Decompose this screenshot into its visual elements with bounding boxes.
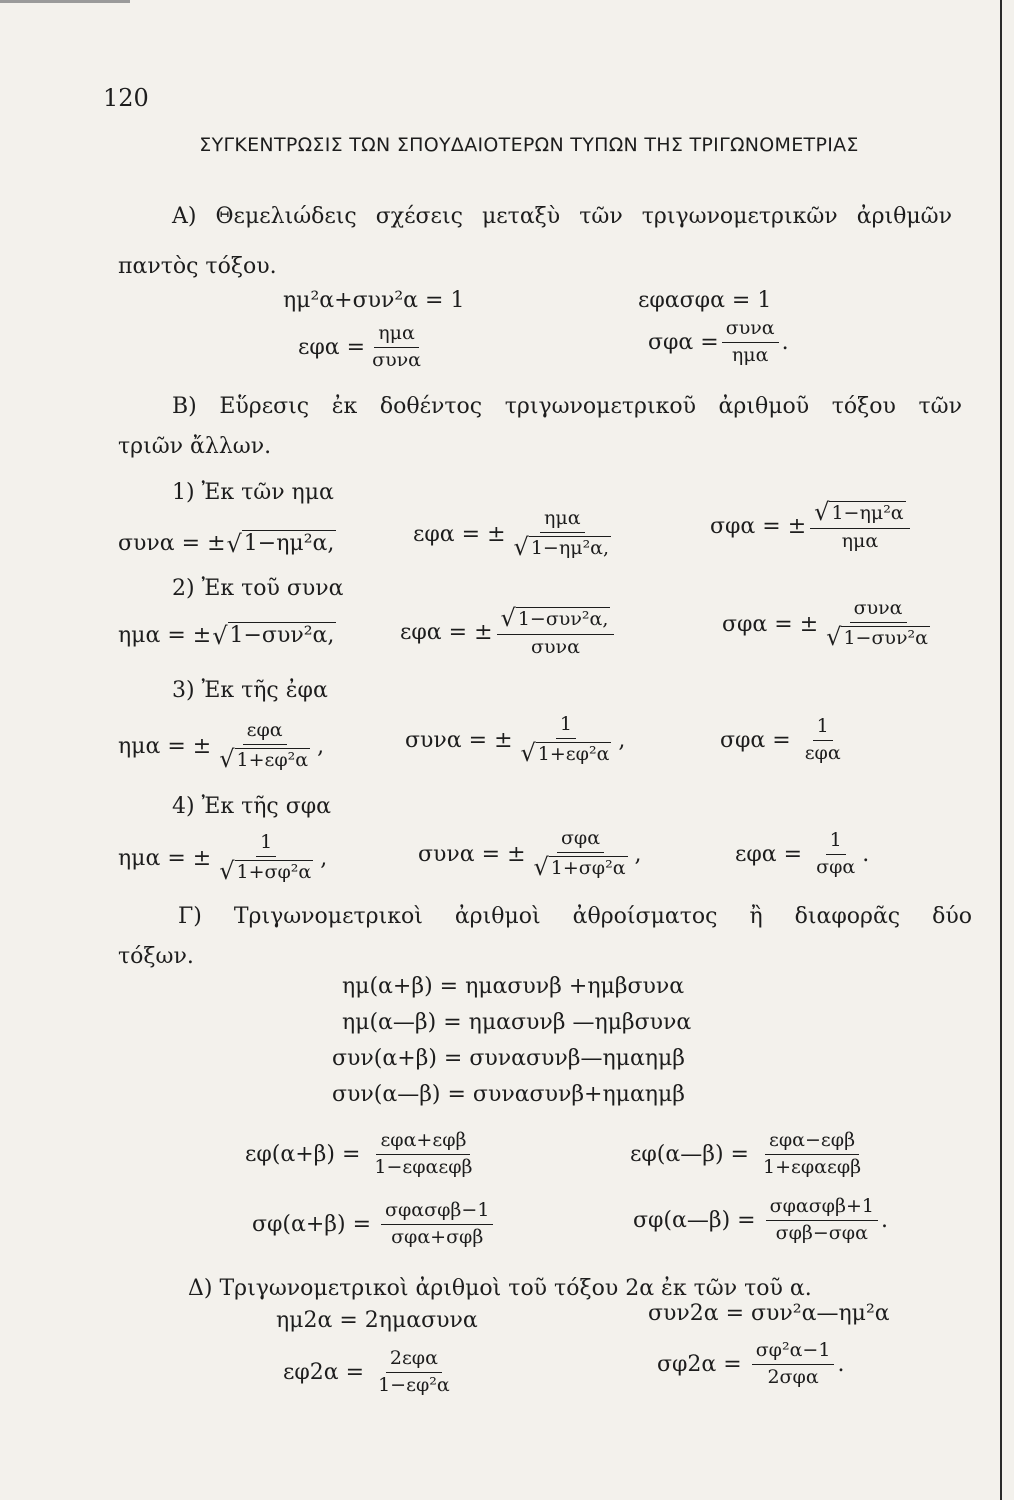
formula-lhs: σφα = [722, 611, 793, 637]
radical [533, 852, 628, 881]
page-top-edge [0, 0, 130, 3]
numerator: συνα [850, 598, 907, 623]
comma: , [317, 733, 325, 759]
radical [520, 738, 612, 767]
numerator: 1 [256, 832, 276, 857]
period: . [862, 841, 870, 867]
formula-sin-sum: ημ(α+β) = ημασυνβ +ημβσυνα [342, 974, 685, 999]
formula-sin-diff: ημ(α—β) = ημασυνβ —ημβσυνα [342, 1010, 692, 1035]
formula-lhs: συνα = [405, 727, 488, 753]
fraction [801, 716, 845, 765]
radical [212, 622, 336, 651]
radicand: 1+εφ²α [537, 742, 610, 765]
page-binding-edge [1000, 0, 1002, 1500]
fraction [381, 1200, 493, 1249]
formula-sin-from-cot [118, 832, 327, 885]
formula-lhs: εφ(α—β) = [630, 1141, 749, 1167]
formula-cot-double [657, 1340, 844, 1389]
radical [814, 500, 905, 524]
denominator: συνα [531, 635, 580, 658]
radicand: 1−ημ²α, [530, 536, 610, 559]
radicand: 1−ημ²α [831, 502, 904, 525]
formula-lhs: εφ2α = [283, 1359, 365, 1385]
plus-minus: ± [487, 521, 506, 547]
fraction [722, 318, 779, 367]
fraction [510, 508, 616, 561]
section-c-heading: Γ) Τριγωνομετρικοὶ ἀριθμοὶ ἀθροίσματος ἢ διαφορᾶς δύο [178, 904, 972, 929]
radicand: 1+σφ²α [550, 856, 626, 879]
fraction [374, 1348, 454, 1397]
plus-minus: ± [192, 622, 212, 648]
numerator: 2εφα [386, 1348, 442, 1373]
fraction [530, 828, 632, 881]
formula-cot-from-cos [722, 598, 937, 651]
denominator: 1+εφαεφβ [762, 1155, 862, 1178]
plus-minus: ± [474, 619, 493, 645]
formula-tan-double [283, 1348, 457, 1397]
formula-cos-from-cot [418, 828, 642, 881]
numerator: σφασφβ−1 [381, 1200, 493, 1225]
denominator: ημα [841, 529, 879, 552]
formula-lhs: σφα = [648, 329, 719, 355]
numerator: ημα [540, 508, 585, 533]
radical [513, 532, 612, 561]
case-4-title: 4) Ἐκ τῆς σφα [172, 794, 332, 819]
formula-cos-from-sin [118, 530, 336, 559]
fraction [822, 598, 934, 651]
plus-minus: ± [507, 841, 526, 867]
fraction [759, 1130, 865, 1179]
comma: , [618, 727, 626, 753]
formula-cos-sum: συν(α+β) = συνασυνβ—ημαημβ [332, 1046, 685, 1071]
formula-sin-from-tan [118, 720, 324, 773]
numerator: εφα+εφβ [376, 1130, 470, 1155]
formula-lhs: σφα = [710, 513, 781, 539]
root-sign: √ [226, 530, 242, 559]
period: . [837, 1351, 845, 1377]
section-a-heading: A) Θεμελιώδεις σχέσεις μεταξὺ τῶν τριγωνομετρικῶν ἀριθμῶν [172, 204, 952, 229]
plus-minus: ± [787, 513, 807, 539]
formula-lhs: ημα = [118, 845, 186, 871]
formula-lhs: ημα = [118, 733, 186, 759]
root-sign: √ [212, 622, 228, 651]
fraction [368, 323, 425, 372]
identity-tan-cot: εφασφα = 1 [638, 288, 772, 313]
fraction [752, 1340, 835, 1389]
denominator: σφβ−σφα [775, 1221, 868, 1244]
numerator: συνα [722, 318, 779, 343]
formula-cot-sum [252, 1200, 496, 1249]
identity-sin-cos: ημ²α+συν²α = 1 [283, 288, 465, 313]
radical [219, 744, 310, 773]
radicand: 1−συν²α [843, 626, 928, 649]
period: . [880, 1207, 888, 1233]
root-sign: √ [533, 852, 549, 881]
section-b-heading-cont: τριῶν ἄλλων. [118, 434, 272, 459]
formula-lhs: σφα = [720, 727, 791, 753]
formula-lhs: εφα = [413, 521, 481, 547]
root-sign: √ [500, 604, 516, 632]
radical [219, 856, 313, 885]
page-number: 120 [103, 84, 149, 112]
numerator: 1 [813, 716, 833, 741]
section-b-heading: B) Εὕρεσις ἐκ δοθέντος τριγωνομετρικοῦ ἀριθμοῦ τόξου τῶν [172, 394, 962, 419]
numerator: 1 [826, 830, 846, 855]
formula-tan-def [298, 323, 428, 372]
root-sign: √ [513, 532, 529, 561]
denominator: συνα [372, 348, 421, 371]
radicand: 1−συν²α, [517, 608, 609, 631]
radical [826, 622, 930, 651]
denominator: 2σφα [767, 1365, 819, 1388]
radicand: 1−συν²α, [229, 623, 335, 648]
fraction [215, 720, 314, 773]
formula-cot-diff [633, 1196, 888, 1245]
fraction [497, 606, 615, 659]
numerator: σφασφβ+1 [766, 1196, 878, 1221]
denominator: ημα [731, 343, 769, 366]
formula-cos-double: συν2α = συν²α—ημ²α [648, 1301, 890, 1326]
numerator: εφα−εφβ [765, 1130, 859, 1155]
formula-cos-from-tan [405, 714, 625, 767]
case-3-title: 3) Ἐκ τῆς ἐφα [172, 678, 328, 703]
root-sign: √ [219, 744, 235, 773]
radicand: 1+σφ²α [236, 860, 312, 883]
formula-lhs: εφ(α+β) = [245, 1141, 361, 1167]
formula-sin-double: ημ2α = 2ημασυνα [276, 1308, 478, 1333]
numerator: σφα [557, 828, 604, 853]
formula-lhs: εφα = [298, 334, 366, 360]
denominator: σφα [816, 855, 856, 878]
fraction [766, 1196, 878, 1245]
formula-lhs: σφ(α—β) = [633, 1207, 756, 1233]
denominator: σφα+σφβ [391, 1225, 484, 1248]
comma: , [634, 841, 642, 867]
formula-lhs: συνα = [118, 530, 201, 556]
fraction [370, 1130, 476, 1179]
case-2-title: 2) Ἐκ τοῦ συνα [172, 576, 344, 601]
plus-minus: ± [192, 845, 212, 871]
radical [226, 530, 337, 559]
root-sign: √ [219, 856, 235, 885]
fraction [812, 830, 859, 879]
fraction [215, 832, 317, 885]
comma: , [320, 845, 328, 871]
formula-tan-from-cot [735, 830, 869, 879]
denominator: 1−εφαεφβ [374, 1155, 473, 1178]
root-sign: √ [814, 498, 830, 526]
section-d-heading: Δ) Τριγωνομετρικοὶ ἀριθμοὶ τοῦ τόξου 2α ἐκ τῶν τοῦ α. [188, 1276, 812, 1301]
formula-cot-from-sin [710, 500, 913, 553]
formula-lhs: εφα = [735, 841, 803, 867]
numerator: εφα [243, 720, 287, 745]
numerator: σφ²α−1 [752, 1340, 835, 1365]
formula-tan-from-cos [400, 606, 617, 659]
formula-sin-from-cos [118, 622, 336, 651]
radical [501, 606, 611, 630]
page-title: ΣΥΓΚΕΝΤΡΩΣΙΣ ΤΩΝ ΣΠΟΥΔΑΙΟΤΕΡΩΝ ΤΥΠΩΝ ΤΗΣ ΤΡΙΓΩΝΟΜΕΤΡΙΑΣ [199, 134, 859, 156]
plus-minus: ± [799, 611, 819, 637]
numerator: 1 [556, 714, 576, 739]
formula-lhs: σφ2α = [657, 1351, 742, 1377]
radicand: 1−ημ²α, [243, 531, 335, 556]
plus-minus: ± [494, 727, 513, 753]
formula-tan-from-sin [413, 508, 618, 561]
formula-cot-from-tan [720, 716, 848, 765]
denominator: 1−εφ²α [378, 1373, 450, 1396]
fraction [810, 500, 909, 553]
formula-lhs: εφα = [400, 619, 468, 645]
formula-lhs: ημα = [118, 622, 186, 648]
section-c-heading-cont: τόξων. [118, 944, 194, 969]
root-sign: √ [520, 738, 536, 767]
section-a-heading-cont: παντὸς τόξου. [118, 254, 277, 279]
formula-tan-sum [245, 1130, 480, 1179]
fraction [517, 714, 616, 767]
radicand: 1+εφ²α [236, 748, 309, 771]
formula-lhs: συνα = [418, 841, 501, 867]
formula-cos-diff: συν(α—β) = συνασυνβ+ημαημβ [332, 1082, 685, 1107]
plus-minus: ± [207, 530, 226, 556]
numerator: ημα [374, 323, 419, 348]
period: . [781, 329, 789, 355]
denominator: εφα [804, 741, 841, 764]
formula-cot-def [648, 318, 789, 367]
plus-minus: ± [192, 733, 212, 759]
formula-tan-diff [630, 1130, 868, 1179]
case-1-title: 1) Ἐκ τῶν ημα [172, 480, 334, 505]
root-sign: √ [826, 622, 842, 651]
formula-lhs: σφ(α+β) = [252, 1211, 372, 1237]
